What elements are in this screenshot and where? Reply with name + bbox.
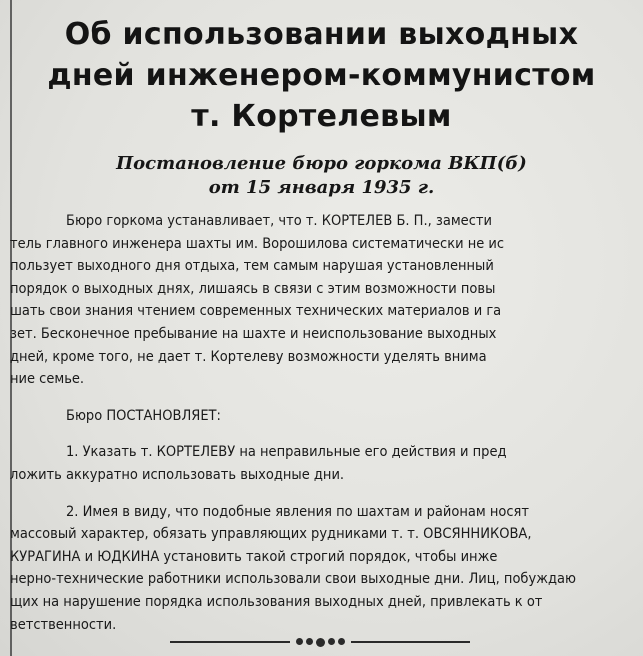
headline-line-1: Об использовании выходных <box>64 17 579 52</box>
ornament-rule-right <box>351 641 471 643</box>
ornament-rule-left <box>170 641 290 643</box>
ornament-dot <box>296 638 303 645</box>
paragraph-line: порядок о выходных днях, лишаясь в связи с этим возможности повы <box>10 280 496 297</box>
article-body <box>10 210 603 636</box>
ornament-dot <box>328 638 335 645</box>
subhead-line-1: Постановление бюро горкома ВКП(б) <box>116 153 527 174</box>
paragraph-line: ние семье. <box>10 371 85 388</box>
subhead-line-2: от 15 января 1935 г. <box>208 177 435 198</box>
ornament-dots <box>296 638 345 647</box>
item-2-line: ветственности. <box>10 616 117 633</box>
end-ornament <box>170 634 470 650</box>
paragraph-line: шать свои знания чтением современных технических материалов и га <box>10 303 502 320</box>
headline-line-3: т. Кортелевым <box>191 99 452 134</box>
paragraph-line: зет. Бесконечное пребывание на шахте и неиспользование выходных <box>10 325 497 342</box>
item-1-line: 1. Указать т. КОРТЕЛЕВУ на неправильные его действия и пред <box>66 444 507 461</box>
paragraph-line: тель главного инженера шахты им. Ворошилова систематически не ис <box>10 235 505 252</box>
paragraph-line: Бюро горкома устанавливает, что т. КОРТЕЛЕВ Б. П., замести <box>66 213 492 229</box>
item-2-line: КУРАГИНА и ЮДКИНА установить такой строгий порядок, чтобы инже <box>10 548 498 565</box>
article-headline <box>20 14 623 137</box>
item-2-line: нерно-технические работники использовали свои выходные дни. Лиц, побуждаю <box>10 571 576 588</box>
ornament-dot <box>316 638 325 647</box>
item-2-line: массовый характер, обязать управляющих рудниками т. т. ОВСЯННИКОВА, <box>10 526 532 543</box>
ornament-dot <box>338 638 345 645</box>
item-1-line: ложить аккуратно использовать выходные дни. <box>10 466 345 483</box>
item-2-line: щих на нарушение порядка использования выходных дней, привлекать к от <box>10 593 543 610</box>
headline-line-2: дней инженером-коммунистом <box>47 58 596 93</box>
ornament-dot <box>306 638 313 645</box>
item-2-line: 2. Имея в виду, что подобные явления по шахтам и районам носят <box>66 503 529 520</box>
paragraph-line: дней, кроме того, не дает т. Кортелеву возможности уделять внима <box>10 348 487 365</box>
paragraph-line: пользует выходного дня отдыха, тем самым нарушая установленный <box>10 258 494 275</box>
article-subhead <box>20 152 623 200</box>
decree-heading: Бюро ПОСТАНОВЛЯЕТ: <box>66 407 221 424</box>
